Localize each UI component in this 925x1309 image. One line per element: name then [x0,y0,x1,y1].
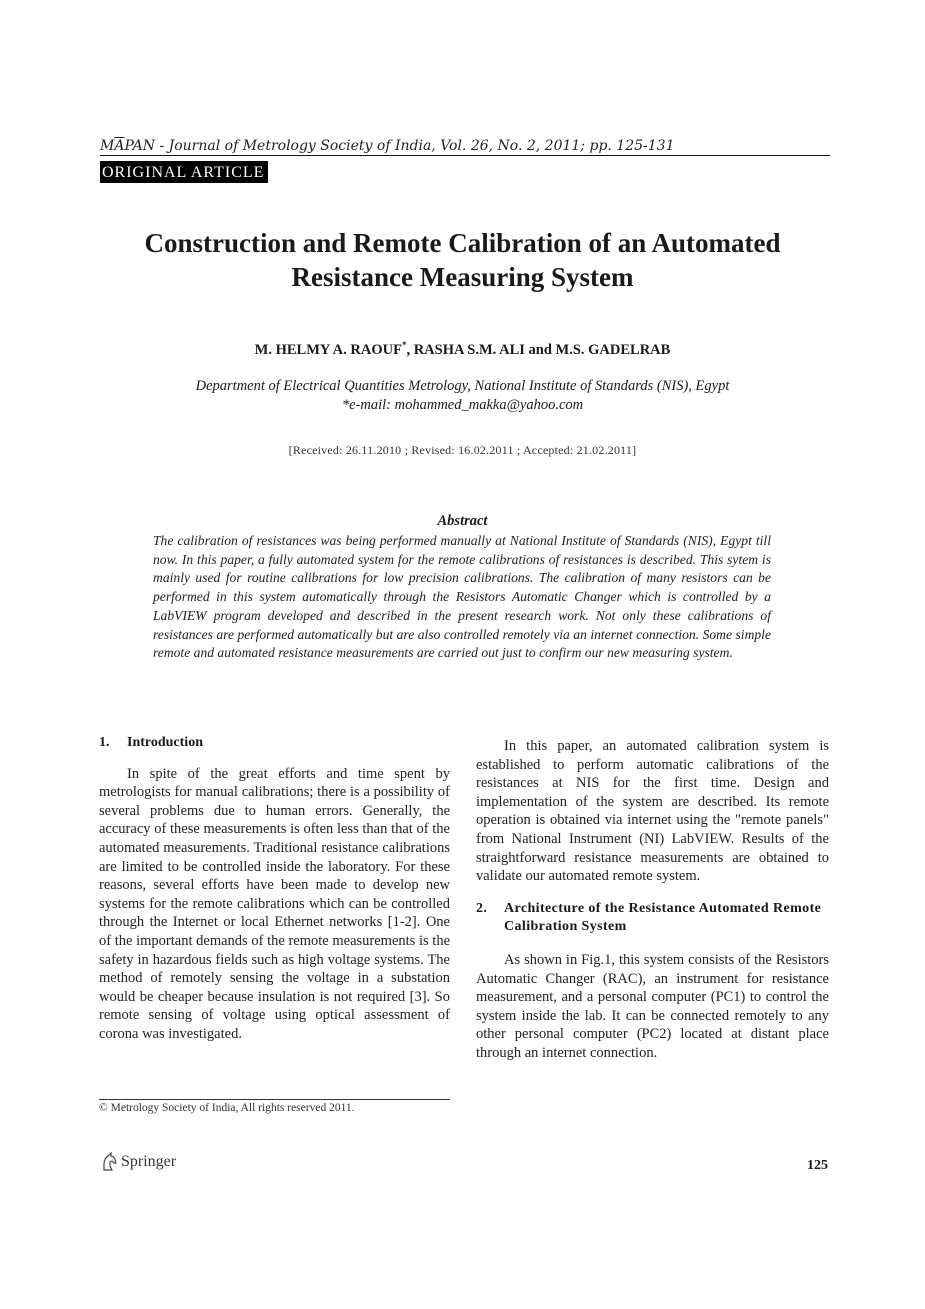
journal-name-macron: $\overline{A}$ [114,138,125,154]
contact-email: *e-mail: mohammed_makka@yahoo.com [341,397,584,413]
journal-name-start: M [100,138,115,154]
springer-horse-icon [100,1152,118,1172]
architecture-paragraph-1: As shown in Fig.1, this system consists of the Resistors Automatic Changer (RAC), an instrument for resistance measurement, and a personal computer (PC1) to control the system inside the lab. It can be connected remotely to any other personal computer (PC2) located at distant place through an internet connection. [476,951,829,1061]
section-1-number: 1. [99,735,110,750]
author-rest: , RASHA S.M. ALI and M.S. GADELRAB [406,341,671,358]
section-2-title: Architecture of the Resistance Automated Remote Calibration System [504,900,822,935]
section-2-heading [476,900,829,937]
intro-paragraph-2: In this paper, an automated calibration system is established to perform automatic calibrations of the resistances at NIS for the first time. Design and implementation of the system are described. Its remote operation is obtained via internet using the "remote panels" from National Instrument (NI) LabVIEW. Results of the straightforward resistance measurements are obtained to validate our automated remote system. [476,738,829,885]
paper-title [100,226,825,294]
publisher-name: Springer [121,1153,177,1170]
abstract-heading: Abstract [437,513,488,529]
intro-paragraph-1: In spite of the great efforts and time spent by metrologists for manual calibrations; there is a possibility of several problems due to human errors. Generally, the accuracy of these measurements is often less than that of the automated measurements. Traditional resistance calibrations are limited to be controlled inside the laboratory. For these reasons, several efforts have been made to develop new systems for the remote calibrations which can be controlled through the Internet or local Ethernet networks [1-2]. One of the important demands of the remote measurements is the safety in hazardous fields such as high voltage systems. The method of remotely sensing the voltage in a substation would be cheaper because insulation is not required [3]. So remote sensing of voltage using optical assessment of corona was investigated. [99,765,450,1042]
paper-title-line-1: Construction and Remote Calibration of an Automated [144,228,781,258]
right-column [476,737,829,1063]
section-1-title: Introduction [127,735,203,750]
author-list [100,340,825,359]
affiliation-block [100,377,825,415]
journal-citation [100,138,830,156]
section-1-heading [99,734,450,753]
author-first: M. HELMY A. RAOUF [254,341,402,358]
received-dates: [Received: 26.11.2010 ; Revised: 16.02.2011 ; Accepted: 21.02.2011] [288,443,637,457]
article-type-label: ORIGINAL ARTICLE [100,161,268,183]
corresponding-author-mark: * [401,340,407,350]
paper-title-line-2: Resistance Measuring System [291,262,634,292]
affiliation-department: Department of Electrical Quantities Metrology, National Institute of Standards (NIS), Egypt [195,378,730,394]
abstract-text: The calibration of resistances was being performed manually at National Institute of Standards (NIS), Egypt till now. In this paper, a fully automated system for the remote calibrations of resistances is described. This sytem is mainly used for routine calibrations for low precision calibrations. The calibration of many resistors can be performed in this system automatically through the Resistors Automatic Changer which is controlled by a LabVIEW program developed and described in the present research work. Not only these calibrations of resistances are performed automatically but are also controlled remotely via an internet connection. Some simple remote and automated resistance measurements are carried out just to confirm our new measuring system. [153,533,771,661]
copyright-footnote: © Metrology Society of India, All rights reserved 2011. [99,1099,450,1114]
publisher-logo [100,1152,176,1172]
journal-citation-text: PAN - Journal of Metrology Society of India, Vol. 26, No. 2, 2011; pp. 125-131 [124,138,675,154]
section-2-number: 2. [476,900,488,916]
page-number: 125 [807,1158,828,1173]
left-column [99,734,450,1044]
